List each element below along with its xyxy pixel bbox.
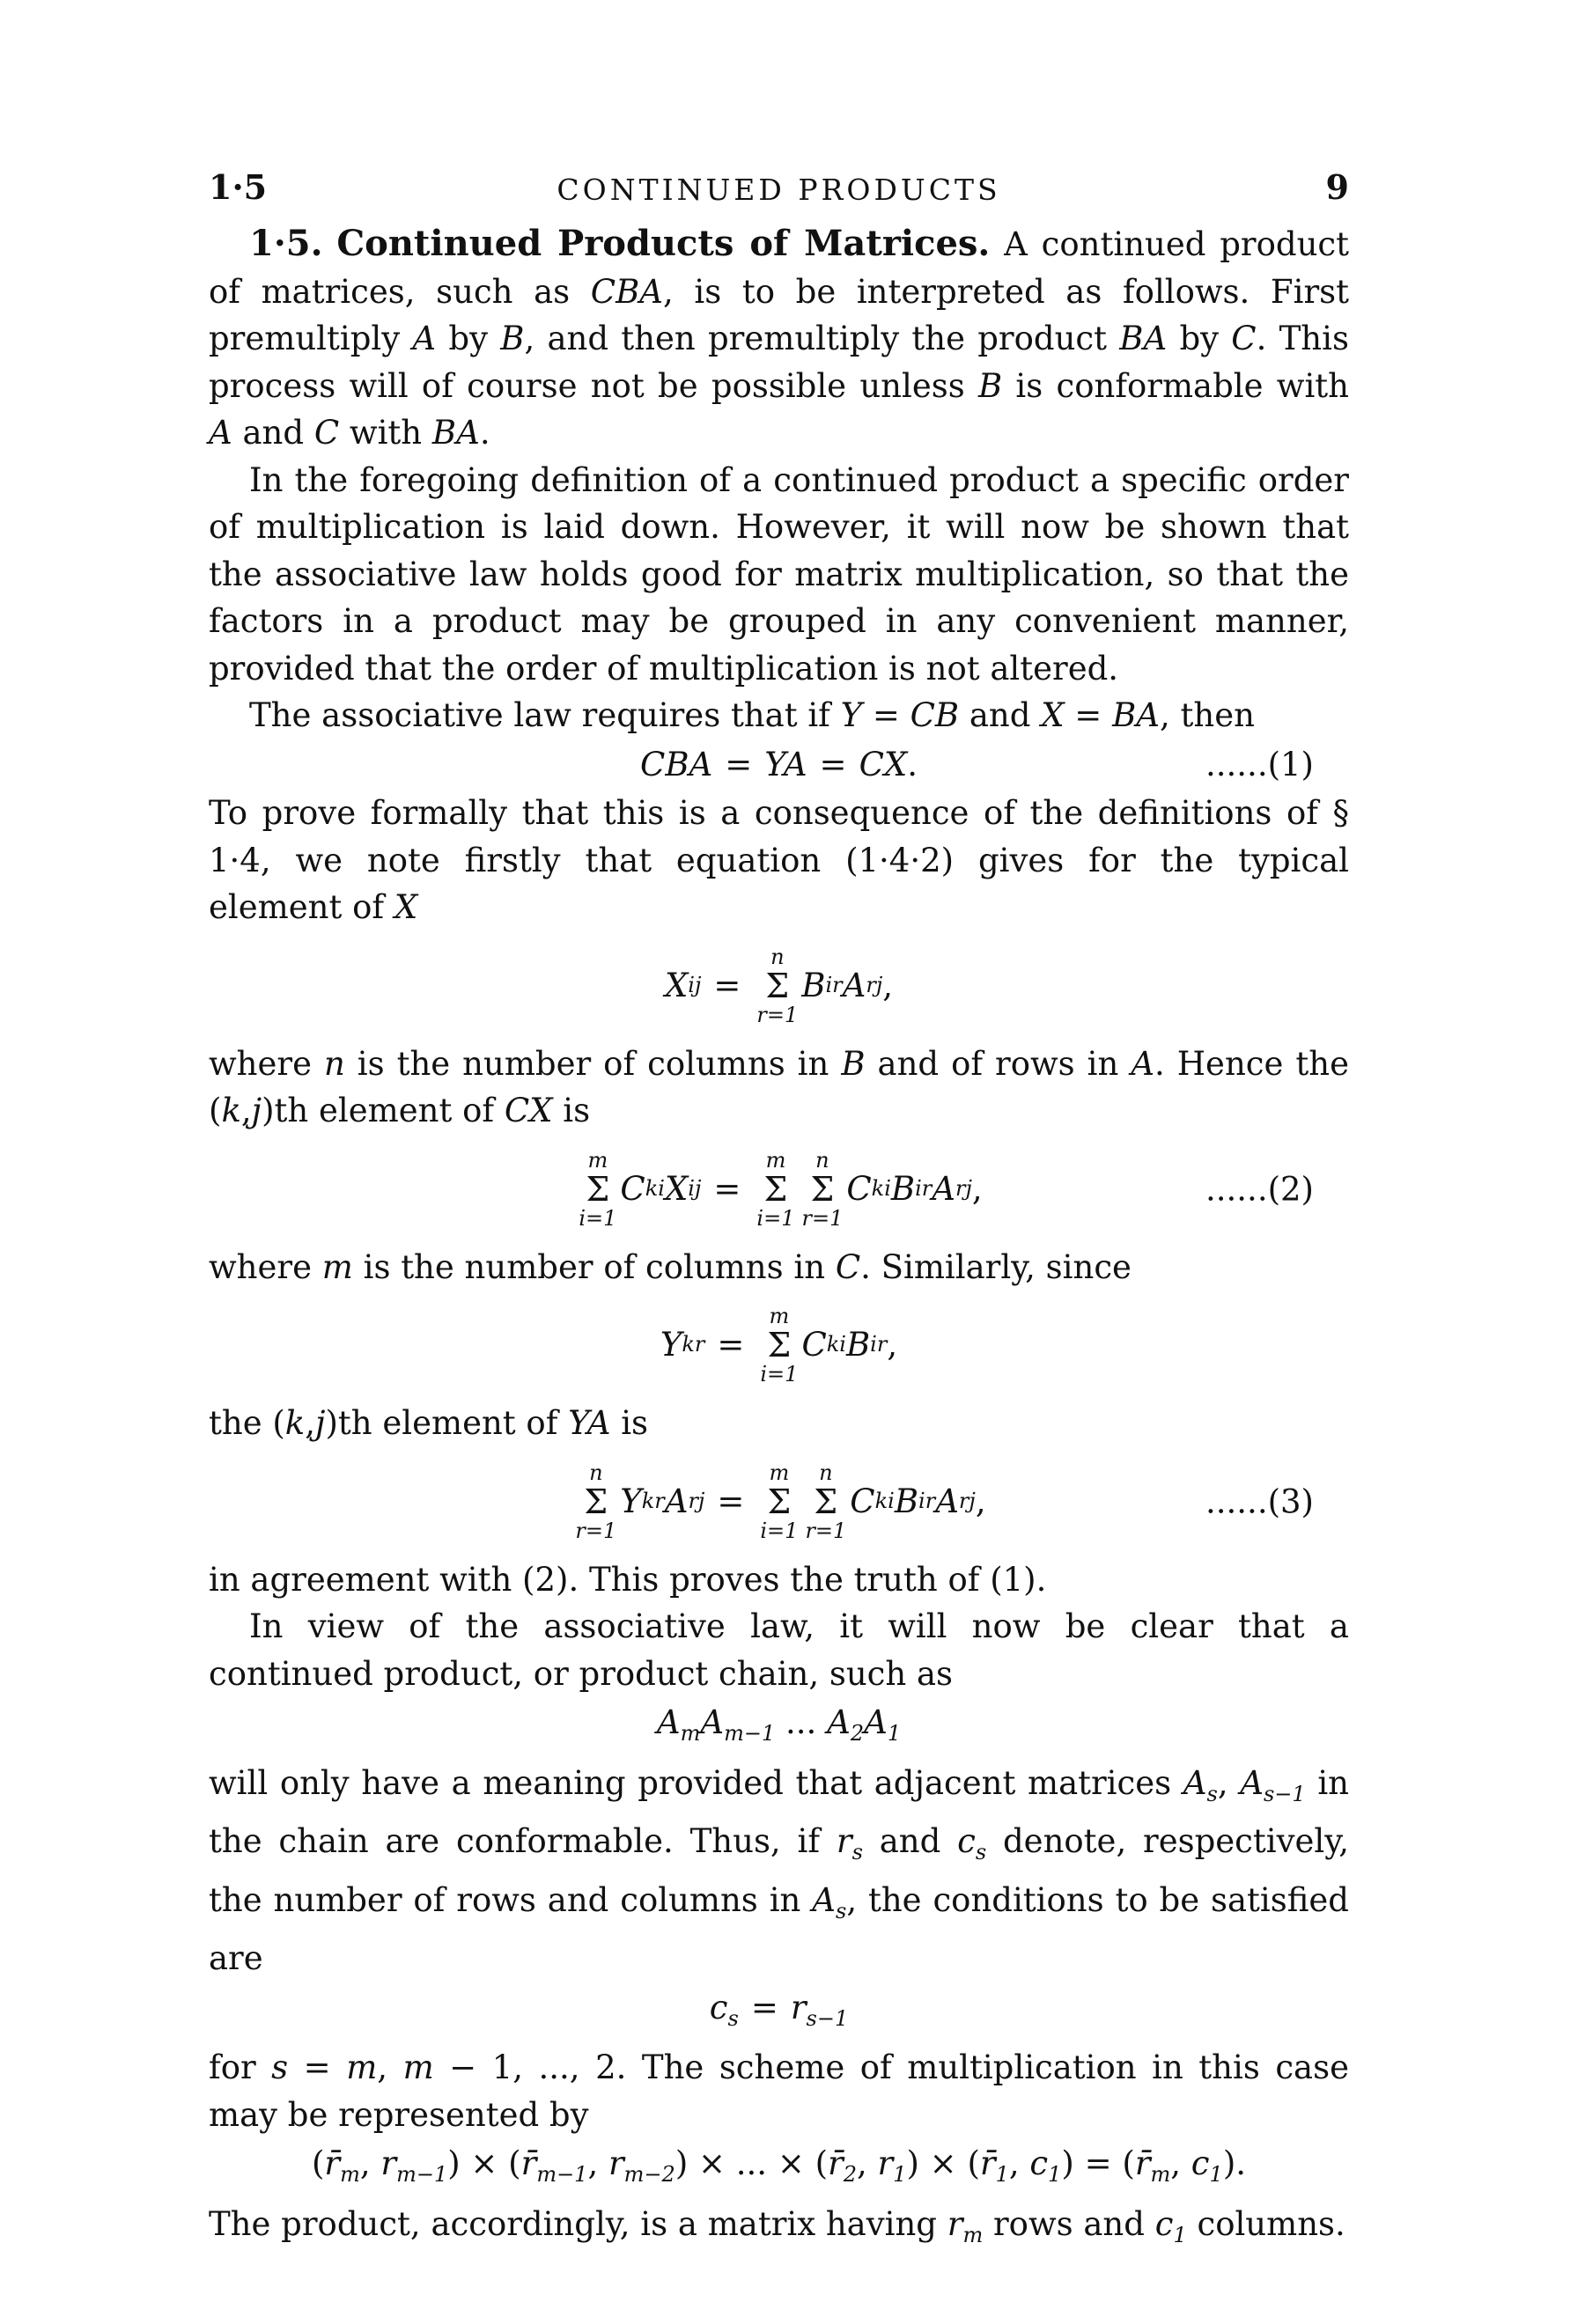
- equation-3-tag: ......(3): [1205, 1482, 1314, 1520]
- paragraph-result: The product, accordingly, is a matrix having $r_m$ rows and $c_1$ columns.: [209, 2204, 1345, 2247]
- page: [209, 167, 1349, 2259]
- paragraph-associative: In the foregoing definition of a continued product a specific order of multiplication is laid down. However, it will now be shown that the associative law holds good for matrix multiplication, so that the factors in a product may be grouped in any convenient manner, provided that the order of multiplication is not altered.: [209, 460, 1349, 688]
- paragraph-where-m: where m is the number of columns in C. Similarly, since: [209, 1247, 1132, 1286]
- equation-scheme: ($r̄_m$, $r_{m-1}$) × ($r̄_{m-1}$, $r_{m-2}$) × ... × ($r̄_2$, $r_1$) × ($r̄_1$, $c_1$) = ($r̄_m$, $c_1$).: [311, 2144, 1247, 2187]
- paragraph-product-chain: In view of the associative law, it will now be clear that a continued product, or product chain, such as: [209, 1607, 1349, 1693]
- running-title: CONTINUED PRODUCTS: [557, 173, 1001, 207]
- equation-2-tag: ......(2): [1205, 1169, 1314, 1208]
- section-title: Continued Products of Matrices.: [336, 223, 991, 264]
- paragraph-agreement: in agreement with (2). This proves the truth of (1).: [209, 1560, 1047, 1599]
- equation-1-tag: ......(1): [1205, 745, 1314, 783]
- running-head: [209, 167, 1349, 220]
- paragraph-proof: To prove formally that this is a consequence of the definitions of § 1·4, we note firstly that equation (1·4·2) gives for the typical element of X: [209, 794, 1349, 926]
- page-number: 9: [1325, 167, 1349, 207]
- paragraph-law: The associative law requires that if Y = CB and X = BA, then: [249, 696, 1255, 734]
- paragraph-scheme: for s = m, m − 1, ..., 2. The scheme of multiplication in this case may be represented by: [209, 2048, 1350, 2134]
- paragraph-where-n: where n is the number of columns in B and of rows in A. Hence the (k,j)th element of CX is: [209, 1044, 1349, 1129]
- equation-2: m Σ i=1 C ki X ij = m Σ i=1 n Σ r=1 C ki B ir A rj , ......(2): [579, 1147, 1314, 1231]
- section-reference: 1·5: [209, 167, 268, 207]
- equation-y-element: Y kr = m Σ i=1 C ki B ir ,: [660, 1304, 898, 1386]
- equation-chain: $A_mA_{m-1}$ ... $A_2A_1$: [656, 1703, 902, 1746]
- paragraph-intro: 1·5. Continued Products of Matrices. A continued product of matrices, such as CBA, is to be interpreted as follows. First premultiply A by B, and then premultiply the product BA by C. This process will of course not be possible unless B is conformable with A and C with BA.: [209, 223, 1349, 452]
- equation-1: [209, 741, 1349, 789]
- equation-3: n Σ r=1 Y kr A rj = m Σ i=1 n Σ r=1 C ki B ir A rj , ......(3): [575, 1460, 1314, 1543]
- section-number: 1·5.: [249, 223, 323, 264]
- equation-1-body: CBA = YA = CX.: [640, 745, 918, 783]
- paragraph-ya-element: the (k,j)th element of YA is: [209, 1404, 649, 1442]
- equation-condition: $c_s = r_{s-1}$: [709, 1988, 849, 2031]
- equation-x-element: X ij = n Σ r=1 B ir A rj ,: [664, 944, 894, 1027]
- paragraph-conformable: will only have a meaning provided that adjacent matrices $A_s$, $A_{s-1}$ in the chain are conformable. Thus, if $r_s$ and $c_s$ denote, respectively, the number of rows and columns in $A_s$, the conditions to be satisfied are: [209, 1763, 1349, 1977]
